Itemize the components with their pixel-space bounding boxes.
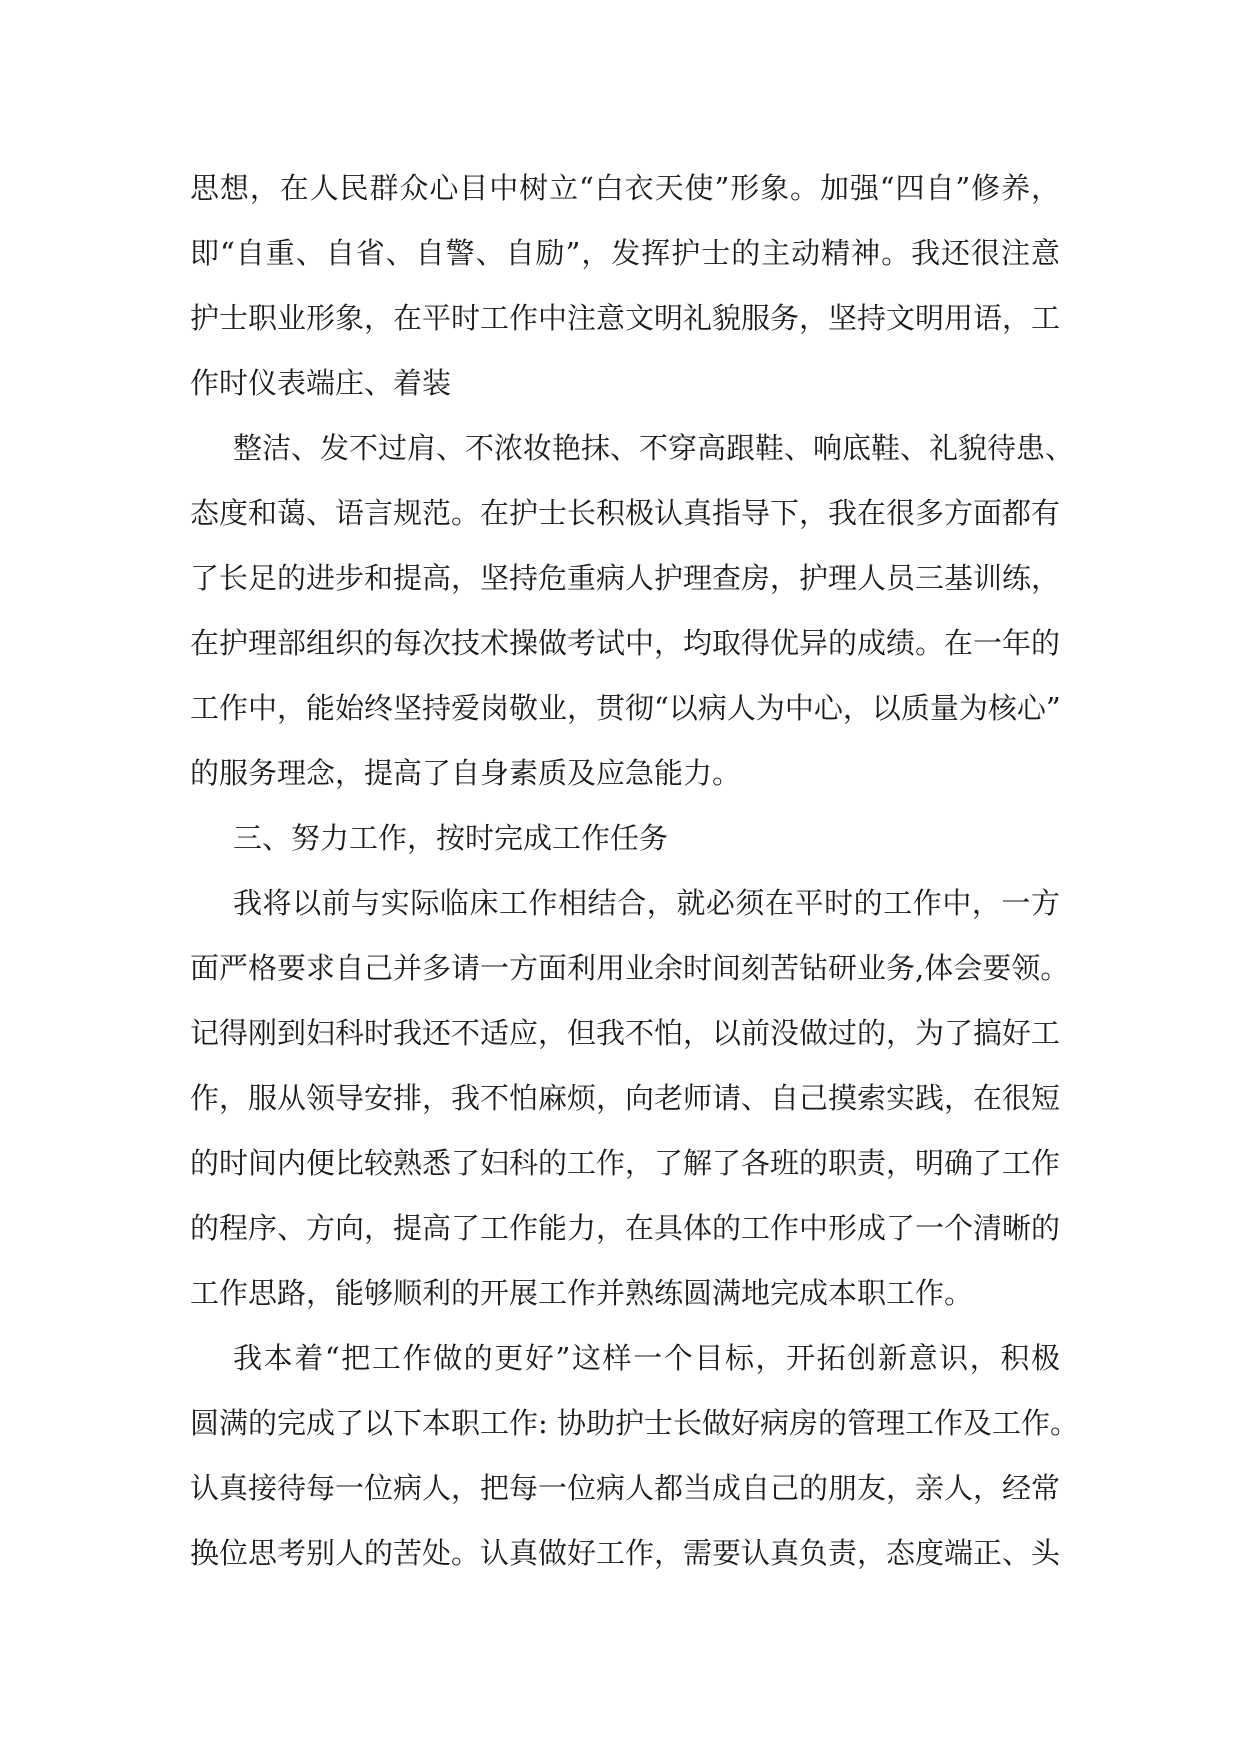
text-line: 态度和蔼、语言规范。在护士长积极认真指导下，我在很多方面都有 [190,496,1061,530]
text-line: 作，服从领导安排，我不怕麻烦，向老师请、自己摸索实践，在很短 [190,1081,1061,1115]
text-line: 的程序、方向，提高了工作能力，在具体的工作中形成了一个清晰的 [190,1211,1061,1245]
text-line: 面严格要求自己并多请一方面利用业余时间刻苦钻研业务,体会要领。 [190,951,1070,985]
text-line: 圆满的完成了以下本职工作: 协助护士长做好病房的管理工作及工作。 [190,1406,1079,1440]
section-heading: 三、努力工作，按时完成工作任务 [233,821,669,855]
text-line: 换位思考别人的苦处。认真做好工作，需要认真负责，态度端正、头 [190,1536,1061,1570]
text-line: 工作思路，能够顺利的开展工作并熟练圆满地完成本职工作。 [190,1276,974,1310]
text-line: 整洁、发不过肩、不浓妆艳抹、不穿高跟鞋、响底鞋、礼貌待患、 [233,431,1075,465]
text-line: 在护理部组织的每次技术操做考试中，均取得优异的成绩。在一年的 [190,626,1061,660]
text-line: 工作中，能始终坚持爱岗敬业，贯彻“以病人为中心，以质量为核心” [190,691,1061,725]
text-line: 思想，在人民群众心目中树立“白衣天使”形象。加强“四自”修养， [190,171,1060,205]
text-line: 认真接待每一位病人，把每一位病人都当成自己的朋友，亲人，经常 [190,1471,1061,1505]
text-line: 我将以前与实际临床工作相结合，就必须在平时的工作中，一方 [233,886,1060,920]
body-text [190,156,1079,1586]
text-line: 的服务理念，提高了自身素质及应急能力。 [190,756,742,790]
text-line: 即“自重、自省、自警、自励”，发挥护士的主动精神。我还很注意 [190,236,1060,270]
text-line: 的时间内便比较熟悉了妇科的工作，了解了各班的职责，明确了工作 [190,1146,1061,1180]
text-line: 作时仪表端庄、着装 [190,366,452,400]
text-line: 我本着“把工作做的更好”这样一个目标，开拓创新意识，积极 [233,1341,1060,1375]
text-line: 护士职业形象，在平时工作中注意文明礼貌服务，坚持文明用语，工 [190,301,1061,335]
text-line: 了长足的进步和提高，坚持危重病人护理查房，护理人员三基训练， [190,561,1061,595]
text-line: 记得刚到妇科时我还不适应，但我不怕，以前没做过的，为了搞好工 [190,1016,1061,1050]
